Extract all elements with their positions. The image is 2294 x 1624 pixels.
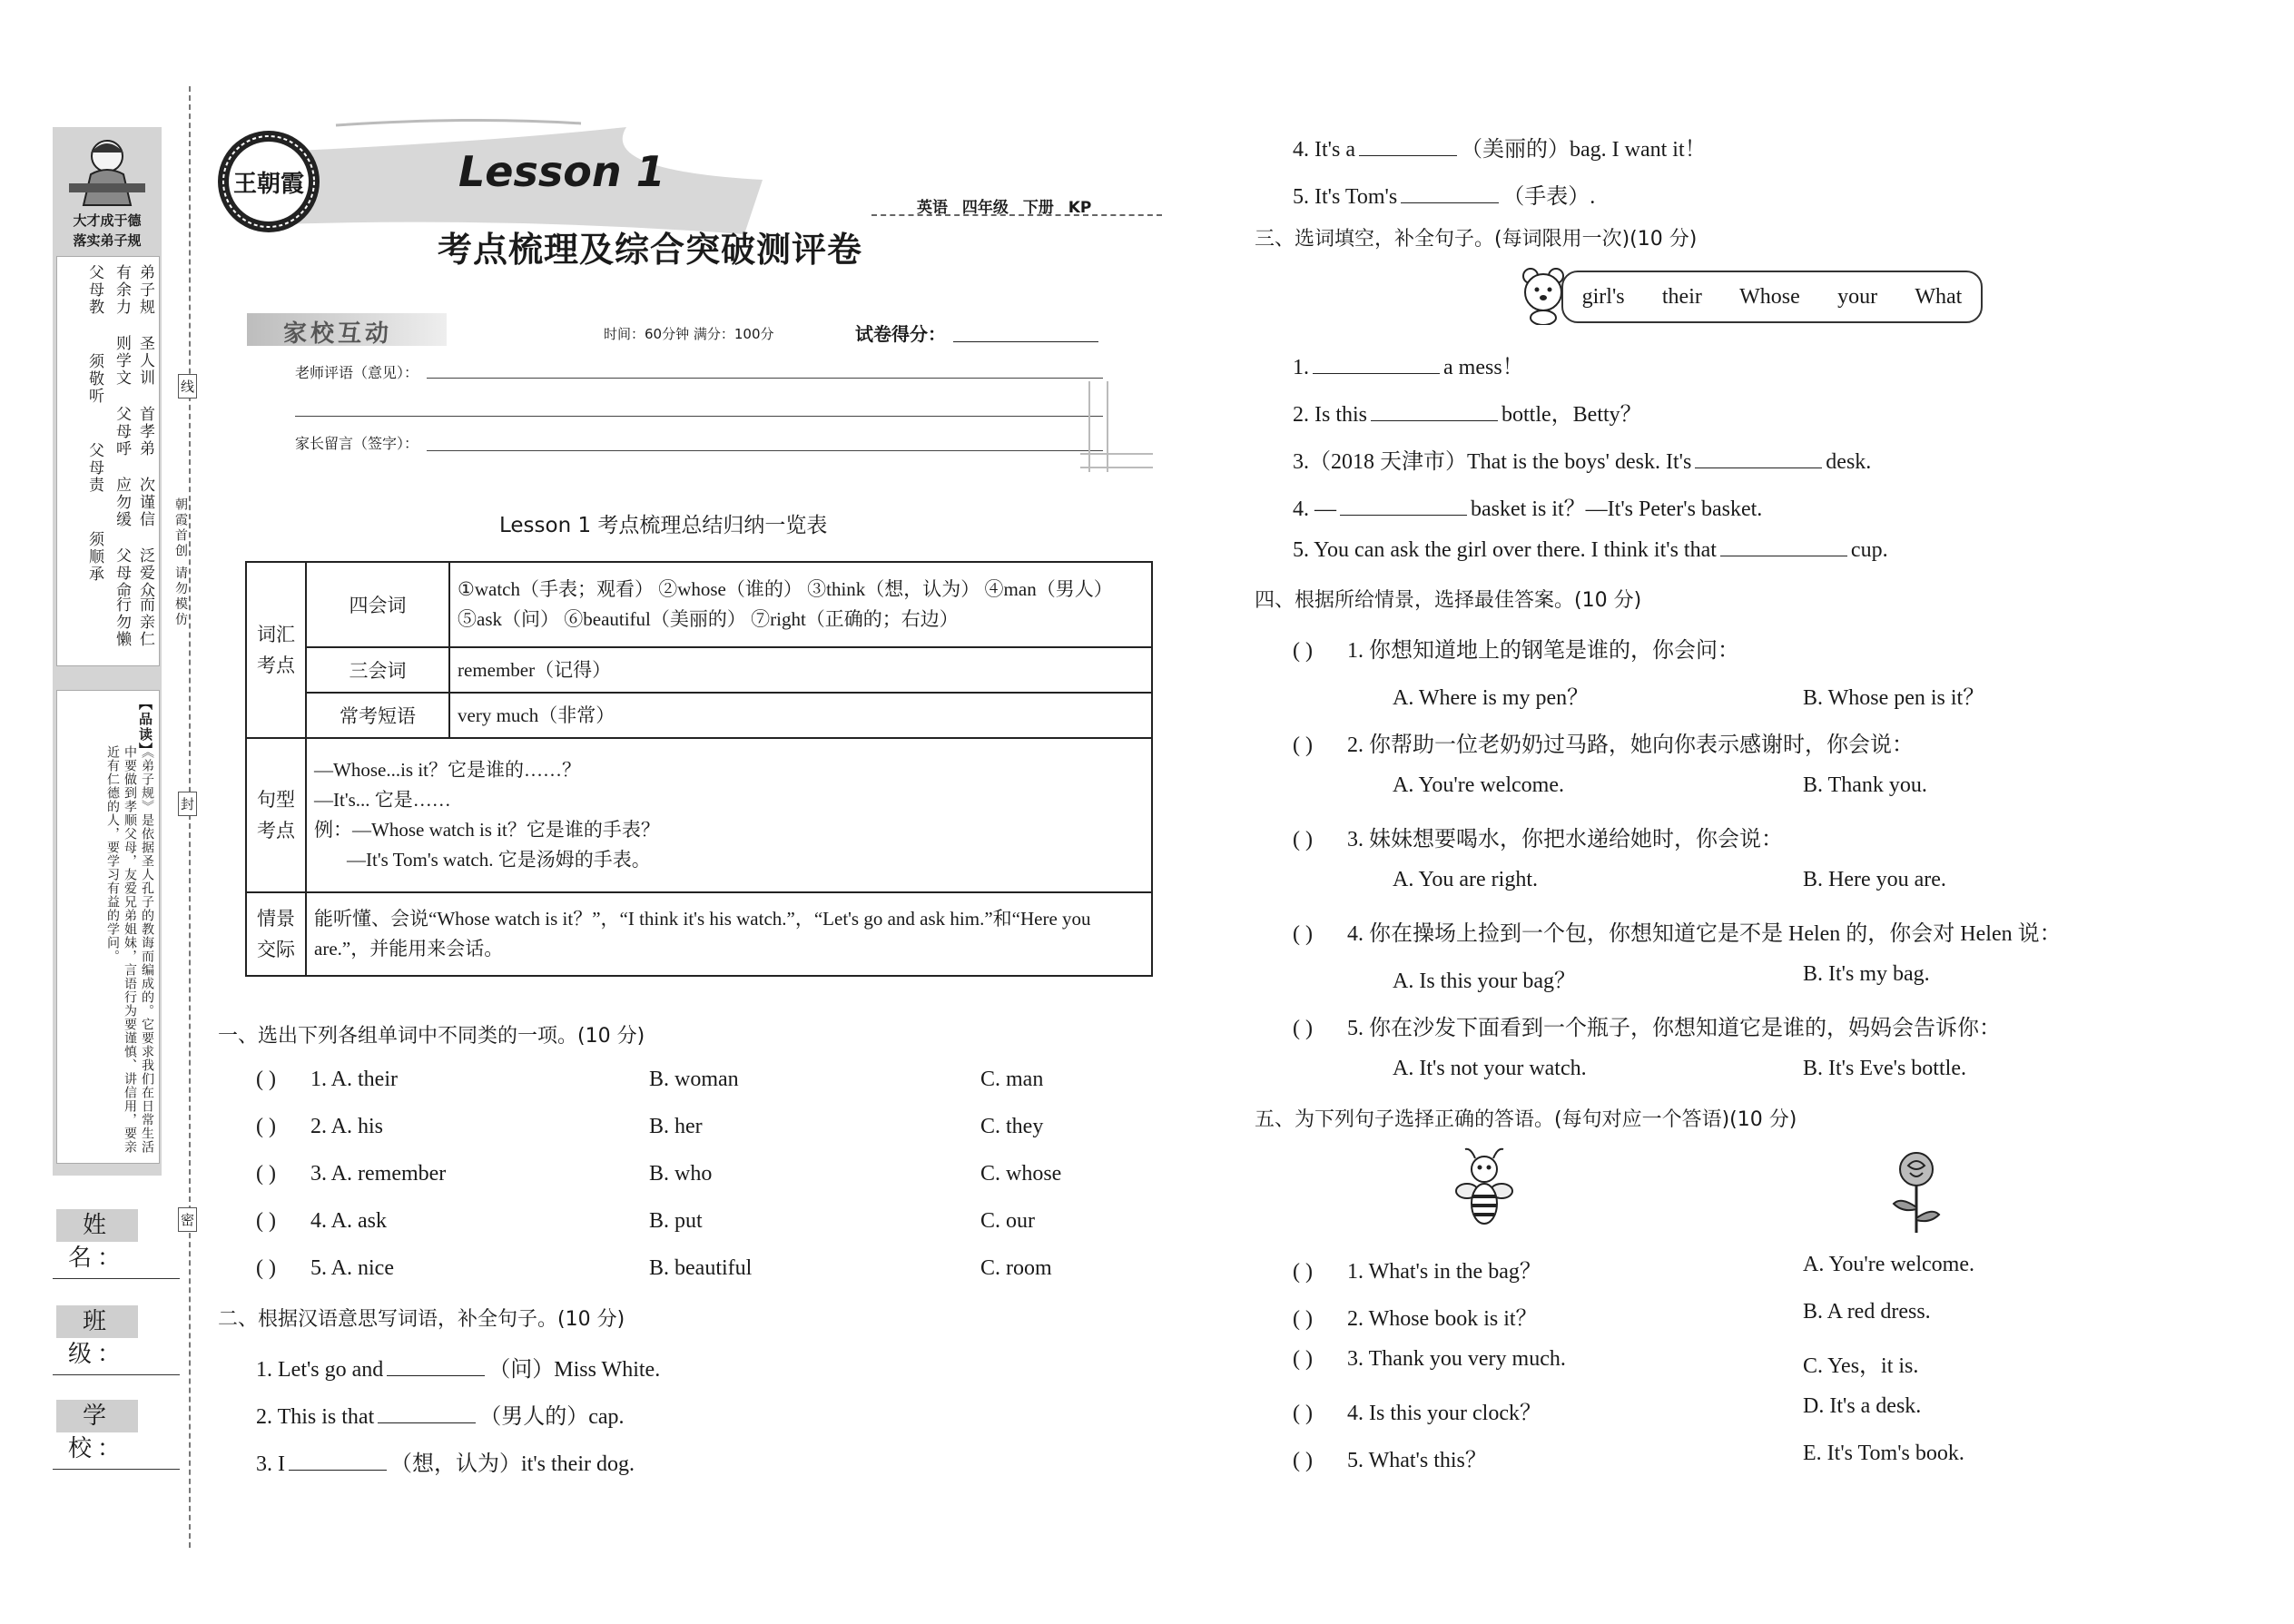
answer-paren[interactable]: ( ) [256, 1162, 276, 1186]
strip-col: 而亲仁 [136, 596, 154, 648]
option-a: 3. A. remember [310, 1162, 447, 1186]
strip-col: 行勿懒 [113, 596, 131, 648]
s1-option-c: C. they [980, 1115, 1044, 1138]
answer-paren[interactable]: ( ) [1293, 1449, 1313, 1472]
vocab-label: 常考短语 [306, 693, 449, 738]
lesson-title: Lesson 1 [458, 147, 665, 196]
s3-item: 5. You can ask the girl over there. I think it's that cup. [1293, 538, 1888, 562]
s4-option-a: A. You are right. [1393, 868, 1538, 891]
time-info: 时间：60分钟 满分：100分 [604, 326, 774, 342]
parent-note-label: 家长留言（签字）： [295, 435, 419, 452]
sentence-line: —Whose...is it？它是谁的……？ [314, 759, 581, 781]
name-label: 姓 名： [56, 1209, 138, 1242]
title-dashes [871, 214, 1162, 216]
section2-heading: 二、根据汉语意思写词语，补全句子。(10 分) [218, 1308, 625, 1331]
sentence-line: —It's... 它是…… [314, 789, 451, 811]
fill-blank[interactable] [378, 1404, 476, 1423]
answer-paren[interactable]: ( ) [1293, 733, 1313, 757]
s4-option-b: B. Thank you. [1803, 773, 1927, 797]
strip-col: 须敬听 [85, 353, 103, 405]
s5-answer: B. A red dress. [1803, 1300, 1931, 1324]
strip-col: 父母教 [85, 264, 103, 316]
brand-badge [214, 127, 323, 236]
strip-col: 须顺承 [85, 531, 103, 583]
strip-col: 父母责 [85, 442, 103, 494]
strip-col: 圣人训 [136, 335, 154, 387]
answer-paren[interactable]: ( ) [1293, 1307, 1313, 1331]
s3-item: 4. — basket is it？—It's Peter's basket. [1293, 497, 1763, 521]
answer-paren[interactable]: ( ) [1293, 639, 1313, 663]
vocab-value: ①watch（手表；观看） ②whose（谁的） ③think（想，认为） ④man（男人） ⑤ask（问） ⑥beautiful（美丽的） ⑦right（正确的；右边） [449, 562, 1152, 647]
s1-item [256, 1068, 398, 1092]
s2-item: 3. I （想，认为）it's their dog. [256, 1452, 635, 1476]
s5-question: ( ) 5. What's this？ [1293, 1449, 1487, 1472]
section3-heading: 三、选词填空，补全句子。(每词限用一次)(10 分) [1255, 228, 1698, 251]
vocab-label: 三会词 [306, 647, 449, 693]
word-bank-item: Whose [1739, 284, 1800, 309]
s1-option-b: B. her [649, 1115, 703, 1138]
vocab-label: 四会词 [306, 562, 449, 647]
s4-option-a: A. It's not your watch. [1393, 1057, 1587, 1080]
sentence-cell [306, 738, 1152, 892]
s4-question: ( ) 4. 你在操场上捡到一个包，你想知道它是不是 Helen 的，你会对 Helen 说： [1293, 922, 2062, 946]
fill-blank[interactable] [387, 1357, 485, 1376]
motto-top: 大才成于德 [73, 212, 142, 229]
subject-tag: 英语 四年级 下册 KP [917, 199, 1092, 217]
s1-option-c: C. man [980, 1068, 1044, 1091]
motto-box [56, 256, 160, 666]
s4-question: ( ) 1. 你想知道地上的钢笔是谁的，你会问： [1293, 639, 1739, 663]
deco-lines [1080, 381, 1153, 481]
fill-blank[interactable] [1695, 449, 1822, 468]
sentence-category: 句型考点 [246, 738, 306, 892]
s5-question: ( ) 3. Thank you very much. [1293, 1347, 1566, 1371]
fill-blank[interactable] [1340, 497, 1467, 516]
s5-answer: D. It's a desk. [1803, 1394, 1922, 1418]
s5-question: ( ) 2. Whose book is it？ [1293, 1307, 1538, 1331]
s4-option-b: B. Here you are. [1803, 868, 1946, 891]
score-label: 试卷得分： [855, 323, 946, 345]
class-field[interactable] [53, 1374, 180, 1375]
s2-item: 1. Let's go and （问）Miss White. [256, 1358, 661, 1382]
sentence-line: —It's Tom's watch. 它是汤姆的手表。 [347, 849, 651, 871]
s4-option-a: A. Where is my pen？ [1393, 686, 1590, 710]
fill-blank[interactable] [1720, 537, 1847, 556]
strip-col: 应勿缓 [113, 477, 131, 528]
word-bank-item: girl's [1581, 284, 1625, 309]
s1-option-b: B. put [649, 1209, 703, 1233]
communication-text: 能听懂、会说“Whose watch is it？”，“I think it's his watch.”，“Let's go and ask him.”和“Here you are.”，并能用来会话。 [306, 892, 1152, 976]
fill-blank[interactable] [1313, 355, 1440, 374]
s4-question: ( ) 2. 你帮助一位老奶奶过马路，她向你表示感谢时，你会说： [1293, 733, 1914, 757]
communication-category: 情景交际 [246, 892, 306, 976]
s4-option-a: A. Is this your bag？ [1393, 969, 1576, 993]
word-bank [1561, 271, 1983, 323]
s4-option-b: B. It's my bag. [1803, 962, 1930, 986]
s2-item: 4. It's a （美丽的）bag. I want it！ [1293, 138, 1707, 162]
s4-option-b: B. Whose pen is it？ [1803, 686, 1985, 710]
rose-icon [1885, 1146, 1948, 1236]
fill-blank[interactable] [1359, 137, 1457, 156]
strip-col: 父母命 [113, 547, 131, 599]
vocab-value: very much（非常） [449, 693, 1152, 738]
teacher-comment-field[interactable] [427, 378, 1103, 379]
teacher-comment-label: 老师评语（意见）： [295, 364, 419, 381]
margin-mark-line: 线 [178, 374, 197, 399]
s1-item [256, 1256, 394, 1281]
answer-paren[interactable]: ( ) [1293, 922, 1313, 946]
margin-mark-secret: 密 [178, 1207, 197, 1232]
strip-col: 首孝弟 [136, 406, 154, 458]
bee-icon [1452, 1146, 1516, 1236]
strip-col: 则学文 [113, 335, 131, 387]
motto-bottom: 落实弟子规 [73, 232, 142, 249]
section5-heading: 五、为下列句子选择正确的答语。(每句对应一个答语)(10 分) [1255, 1108, 1797, 1131]
option-a: 2. A. his [310, 1115, 384, 1138]
s3-item: 3.（2018 天津市）That is the boys' desk. It's desk. [1293, 450, 1872, 474]
s4-option-a: A. You're welcome. [1393, 773, 1564, 797]
boy-illustration [56, 133, 158, 207]
answer-paren[interactable]: ( ) [256, 1115, 276, 1138]
word-bank-item: your [1837, 284, 1878, 309]
s5-answer: E. It's Tom's book. [1803, 1442, 1964, 1465]
cut-line [189, 86, 191, 1548]
s1-option-b: B. woman [649, 1068, 739, 1091]
paper-title: 考点梳理及综合突破测评卷 [438, 230, 863, 270]
jiaxiao-label: 家校互动 [283, 320, 393, 348]
s5-question: ( ) 4. Is this your clock？ [1293, 1402, 1541, 1425]
option-a: 1. A. their [310, 1068, 398, 1091]
s2-item: 5. It's Tom's （手表）. [1293, 185, 1596, 209]
strip-col: 泛爱众 [136, 547, 154, 599]
word-bank-item: What [1915, 284, 1963, 309]
parent-note-field[interactable] [427, 450, 1103, 451]
margin-mark-seal: 封 [178, 792, 197, 816]
fill-blank[interactable] [289, 1452, 387, 1471]
fill-blank[interactable] [1371, 402, 1498, 421]
school-label: 学 校： [56, 1400, 138, 1432]
teacher-comment-line [295, 416, 1103, 417]
name-field[interactable] [53, 1278, 180, 1279]
option-a: 5. A. nice [310, 1256, 394, 1280]
summary-table [245, 561, 1153, 977]
s5-answer: C. Yes，it is. [1803, 1354, 1919, 1378]
strip-col: 父母呼 [113, 406, 131, 458]
s1-option-b: B. beautiful [649, 1256, 753, 1280]
sentence-line: 例：—Whose watch is it？它是谁的手表？ [314, 819, 660, 841]
strip-col: 次谨信 [136, 477, 154, 528]
answer-paren[interactable]: ( ) [256, 1209, 276, 1233]
pindu-box [56, 690, 160, 1164]
answer-paren[interactable]: ( ) [1293, 828, 1313, 851]
answer-paren[interactable]: ( ) [1293, 1017, 1313, 1040]
option-a: 4. A. ask [310, 1209, 387, 1233]
s1-option-b: B. who [649, 1162, 713, 1186]
summary-title: Lesson 1 考点梳理总结归纳一览表 [499, 514, 828, 537]
strip-col: 弟子规 [136, 264, 154, 316]
s1-item [256, 1162, 446, 1186]
s1-option-c: C. whose [980, 1162, 1062, 1186]
s5-answer: A. You're welcome. [1803, 1253, 1974, 1276]
answer-paren[interactable]: ( ) [1293, 1402, 1313, 1425]
s1-item [256, 1209, 387, 1234]
vertical-note: 朝霞首创 请勿模仿 [173, 497, 188, 628]
brand-text: 王朝霞 [232, 171, 304, 198]
pindu-text: 《弟子规》是依据圣人孔子的教诲而编成的。它要求我们在日常生活中要做到孝顺父母，友爱兄弟姐妹，言语行为要谨慎、讲信用，要亲近有仁德的人，要学习有益的学问。 [105, 745, 154, 1154]
vocab-category: 词汇考点 [246, 562, 306, 738]
s5-question: ( ) 1. What's in the bag？ [1293, 1260, 1541, 1284]
s4-question: ( ) 5. 你在沙发下面看到一个瓶子，你想知道它是谁的，妈妈会告诉你： [1293, 1017, 2001, 1040]
answer-paren[interactable]: ( ) [256, 1068, 276, 1091]
s1-item [256, 1115, 383, 1139]
answer-paren[interactable]: ( ) [1293, 1347, 1313, 1371]
class-label: 班 级： [56, 1305, 138, 1338]
pindu-label: 【品读】 [137, 696, 153, 758]
s1-option-c: C. room [980, 1256, 1052, 1280]
s2-item: 2. This is that （男人的）cap. [256, 1405, 625, 1429]
s3-item: 1. a mess！ [1293, 356, 1524, 379]
s1-option-c: C. our [980, 1209, 1035, 1233]
fill-blank[interactable] [1401, 184, 1499, 203]
school-field[interactable] [53, 1469, 180, 1470]
section1-heading: 一、选出下列各组单词中不同类的一项。(10 分) [218, 1025, 645, 1048]
strip-col: 有余力 [113, 264, 131, 316]
score-field[interactable] [953, 341, 1098, 342]
section4-heading: 四、根据所给情景，选择最佳答案。(10 分) [1255, 589, 1642, 612]
word-bank-item: their [1661, 284, 1702, 309]
answer-paren[interactable]: ( ) [256, 1256, 276, 1280]
s4-question: ( ) 3. 妹妹想要喝水，你把水递给她时，你会说： [1293, 828, 1783, 851]
s3-item: 2. Is this bottle，Betty？ [1293, 403, 1642, 427]
s4-option-b: B. It's Eve's bottle. [1803, 1057, 1966, 1080]
vocab-value: remember（记得） [449, 647, 1152, 693]
answer-paren[interactable]: ( ) [1293, 1260, 1313, 1284]
